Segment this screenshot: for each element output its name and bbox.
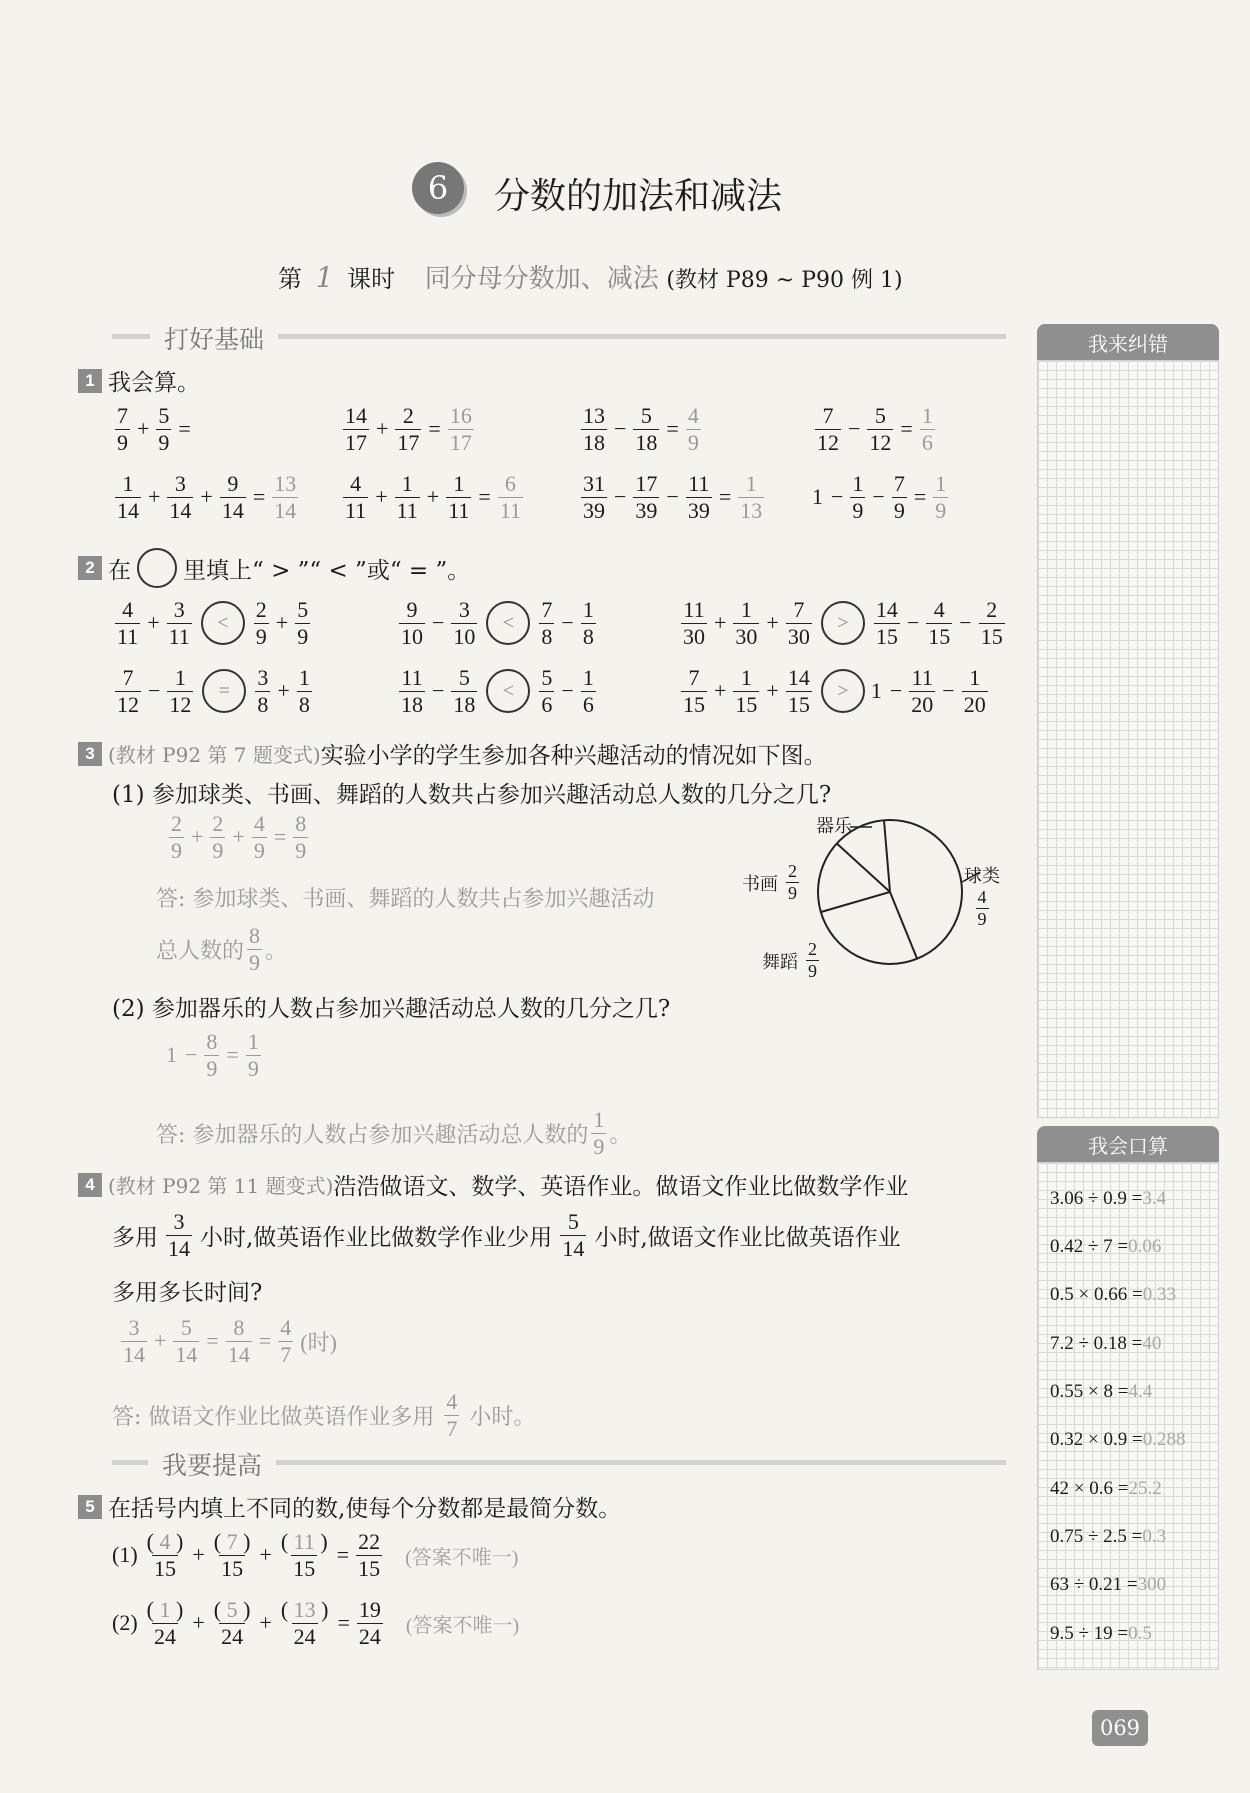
q2-row1-b: 9 10 − $\frac{3}{10}$ < 7 8 − $\frac{1}{8}$	[401, 597, 594, 649]
q5-title: 5 在括号内填上不同的数,使每个分数都是最简分数。	[78, 1490, 621, 1523]
q3-title: 3 (教材 P92 第 7 题变式) 实验小学的学生参加各种兴趣活动的情况如下图。	[78, 737, 827, 770]
q1-row1-c: 13 18 − $\frac{5}{18}$ = $\frac{4}{9}$	[583, 403, 699, 455]
chapter-title: 分数的加法和减法	[494, 176, 783, 217]
oral-item: 0.75 ÷ 2.5 =0.3	[1050, 1526, 1167, 1547]
q3-part2-work: 1 − $\frac{8}{9}$ = $\frac{1}{9}$	[166, 1029, 259, 1081]
q2-row1-c: 11 30 + $\frac{1}{30}$ + $\frac{7}{30}$ > 14 15 − $\frac{4}{15}$ − $\frac{2}{15}$	[683, 597, 1003, 649]
compare-circle[interactable]: <	[201, 601, 245, 645]
q1-row2-c: 31 39 − $\frac{17}{39}$ − $\frac{11}{39}$ = $\frac{1}{13}$	[583, 471, 763, 523]
oral-item: 63 ÷ 0.21 =300	[1050, 1574, 1167, 1595]
q3-part1-work: 2 9 + $\frac{2}{9}$ + $\frac{4}{9}$ = $\frac{8}{9}$	[171, 811, 307, 863]
q5-row2: (2) ( 1 ) 24 + $\frac{( 5 )}{24}$ + $\frac{( 13 )}{24}$ = $\frac{19}{24}$ (答案不唯一)	[112, 1597, 520, 1649]
chapter-number-badge	[412, 162, 464, 214]
oral-item: 3.06 ÷ 0.9 =3.4	[1050, 1188, 1167, 1209]
oral-panel-title: 我会口算	[1037, 1126, 1219, 1162]
compare-circle[interactable]: >	[821, 601, 865, 645]
compare-circle[interactable]: =	[202, 669, 246, 713]
correction-panel-title: 我来纠错	[1037, 324, 1219, 360]
oral-item: 0.42 ÷ 7 =0.06	[1050, 1236, 1162, 1257]
oral-item: 7.2 ÷ 0.18 =40	[1050, 1333, 1162, 1354]
q2-row2-a: 7 12 − $\frac{1}{12}$ = $\frac{3}{8}$ + $\frac{1}{8}$	[117, 665, 310, 717]
q1-row1-b: 14 17 + $\frac{2}{17}$ = $\frac{16}{17}$	[345, 403, 472, 455]
q2-title: 2 在 里填上“ > ”“ < ”或“ = ”。	[78, 548, 470, 588]
q5-row1: (1) ( 4 ) 15 + $\frac{( 7 )}{15}$ + $\frac{( 11 )}{15}$ = $\frac{22}{15}$ (答案不唯一)	[112, 1529, 519, 1581]
q4-title: 4 (教材 P92 第 11 题变式) 浩浩做语文、数学、英语作业。做语文作业比做数学作业	[78, 1168, 908, 1201]
q2-row1-a: 4 11 + $\frac{3}{11}$ < 2 9 + $\frac{5}{9}$	[117, 597, 309, 649]
correction-grid[interactable]	[1037, 360, 1219, 1118]
lesson-ref: (教材 P89 ~ P90 例 1)	[666, 268, 903, 293]
q1-row2-a: 1 14 + $\frac{3}{14}$ + $\frac{9}{14}$ = $\frac{13}{14}$	[117, 471, 297, 523]
q1-title: 1 我会算。	[78, 364, 200, 397]
q3-part2: (2) 参加器乐的人数占参加兴趣活动总人数的几分之几?	[112, 996, 671, 1022]
lesson-line: 第 1 课时 同分母分数加、减法 (教材 P89 ~ P90 例 1)	[278, 261, 903, 294]
q4-work: 3 14 + $\frac{5}{14}$ = $\frac{8}{14}$ = $\frac{4}{7}$ (时)	[123, 1315, 337, 1367]
q1-row1-d: 7 12 − $\frac{5}{12}$ = $\frac{1}{6}$	[817, 403, 933, 455]
q3-answer1-line1: 答: 参加球类、书画、舞蹈的人数共占参加兴趣活动	[156, 887, 655, 912]
q2-row2-c: 7 15 + $\frac{1}{15}$ + $\frac{14}{15}$ > 1 − $\frac{11}{20}$ − $\frac{1}{20}$	[683, 665, 986, 717]
compare-circle[interactable]: <	[486, 601, 530, 645]
section-advance-heading: 我要提高	[148, 1446, 276, 1482]
q4-stem-line3: 多用多长时间?	[112, 1280, 263, 1306]
pie-label-music: 器乐	[816, 816, 852, 837]
q3-part1: (1) 参加球类、书画、舞蹈的人数共占参加兴趣活动总人数的几分之几?	[112, 782, 832, 808]
q1-row1-a: 7 9 + $\frac{5}{9}$ =	[117, 403, 191, 455]
q3-answer1-line2: 总人数的 8 9 。	[156, 923, 288, 975]
pie-label-dance: 舞蹈 2 9	[762, 939, 817, 982]
section-basic-heading: 打好基础	[150, 320, 278, 356]
compare-circle[interactable]: <	[486, 669, 530, 713]
q4-answer: 答: 做语文作业比做英语作业多用 4 7 小时。	[112, 1389, 536, 1441]
page-number: 069	[1092, 1710, 1148, 1746]
chapter-number: 6	[427, 169, 449, 207]
oral-item: 9.5 ÷ 19 =0.5	[1050, 1623, 1152, 1644]
oral-item: 0.55 × 8 =4.4	[1050, 1381, 1153, 1402]
q1-row2-b: 4 11 + $\frac{1}{11}$ + $\frac{1}{11}$ = $\frac{6}{11}$	[345, 471, 522, 523]
oral-item: 0.5 × 0.66 =0.33	[1050, 1284, 1176, 1305]
lesson-title: 同分母分数加、减法	[424, 264, 659, 294]
pie-label-ball: 球类 4 9	[964, 866, 1000, 930]
oral-item: 0.32 × 0.9 =0.288	[1050, 1429, 1186, 1450]
q2-row2-b: 11 18 − $\frac{5}{18}$ < 5 6 − $\frac{1}{6}$	[401, 665, 594, 717]
compare-circle[interactable]: >	[821, 669, 865, 713]
q4-stem-line2: 多用 3 14 小时,做英语作业比做数学作业少用 5 14 小时,做语文作业比做英语作业	[112, 1209, 901, 1261]
oral-item: 42 × 0.6 =25.2	[1050, 1478, 1162, 1499]
pie-label-painting: 书画 2 9	[742, 861, 797, 904]
blank-circle-icon	[137, 548, 177, 588]
q1-row2-d: 1 − $\frac{1}{9}$ − $\frac{7}{9}$ = $\frac{1}{9}$	[812, 471, 947, 523]
lesson-number: 1	[315, 261, 334, 294]
q3-answer2: 答: 参加器乐的人数占参加兴趣活动总人数的 1 9 。	[156, 1107, 632, 1159]
